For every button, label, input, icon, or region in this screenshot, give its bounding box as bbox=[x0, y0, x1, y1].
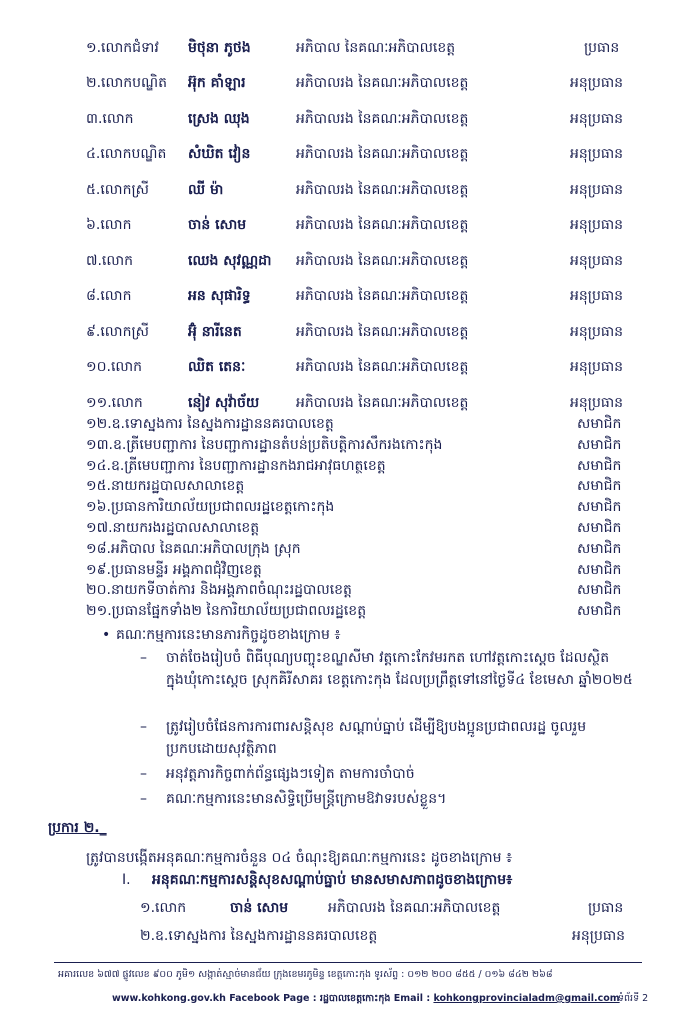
official-desc: ១៩.ប្រធានមន្ទីរ អង្គភាពជុំវិញខេត្ត bbox=[86, 562, 262, 578]
duty-item bbox=[140, 763, 644, 785]
member-row bbox=[0, 142, 684, 166]
member-position: អភិបាលរង នៃគណៈអភិបាលខេត្ត bbox=[296, 288, 469, 304]
member-position: អភិបាលរង នៃគណៈអភិបាលខេត្ត bbox=[296, 111, 469, 127]
member-row bbox=[0, 284, 684, 308]
member-name: ឈេង សុវណ្ណដា bbox=[188, 253, 272, 269]
member-row bbox=[0, 249, 684, 273]
member-position: អភិបាលរង នៃគណៈអភិបាលខេត្ត bbox=[296, 324, 469, 340]
member-title: ៣.លោក bbox=[86, 111, 134, 127]
member-row bbox=[0, 320, 684, 344]
member-role: អនុប្រធាន bbox=[570, 75, 624, 91]
dash-icon: – bbox=[140, 650, 147, 666]
member-title: ៧.លោក bbox=[86, 253, 134, 269]
member-name: ឈិត តេនៈ bbox=[188, 359, 246, 375]
member-title: ២.លោកបណ្ឌិត bbox=[86, 75, 168, 91]
member-title: ៨.លោក bbox=[86, 288, 132, 304]
member-role: អនុប្រធាន bbox=[570, 288, 624, 304]
official-desc: ១៥.នាយករដ្ឋបាលសាលាខេត្ត bbox=[86, 478, 245, 494]
member-title: ៤.លោកបណ្ឌិត bbox=[86, 146, 167, 162]
section-title: អនុគណៈកម្មការសន្តិសុខសណ្ដាប់ធ្នាប់ មានសមាសភាពដូចខាងក្រោម៖ bbox=[152, 872, 513, 888]
article-label: ប្រការ ២._ bbox=[48, 820, 107, 836]
member-title: ១០.លោក bbox=[86, 359, 143, 375]
official-desc: ១៧.នាយករងរដ្ឋបាលសាលាខេត្ត bbox=[86, 520, 260, 536]
official-desc: ១៦.ប្រធានការិយាល័យប្រជាពលរដ្ឋខេត្តកោះកុង bbox=[86, 499, 335, 515]
duty-text: ត្រូវរៀបចំផែនការការពារសន្តិសុខ សណ្ដាប់ធ្នាប់ ដើម្បីឱ្យបងប្អូនប្រជាពលរដ្ឋ ចូលរួមប្រកបដោយសុវត្ថិភាព bbox=[166, 719, 587, 757]
member-role: អនុប្រធាន bbox=[570, 253, 624, 269]
page-number: ទំព័រទី 2 bbox=[618, 993, 649, 1004]
member-role: អនុប្រធាន bbox=[570, 111, 624, 127]
official-desc: ១៣.ឧ.ត្រីមេបញ្ជាការ នៃបញ្ជាការដ្ឋានតំបន់ប្រតិបត្តិការសឹករងកោះកុង bbox=[86, 437, 443, 453]
member-position: អភិបាលរង នៃគណៈអភិបាលខេត្ត bbox=[296, 395, 469, 411]
member-role: ប្រធាន bbox=[584, 40, 620, 56]
footer-contacts bbox=[112, 990, 620, 1008]
member-position: អភិបាលរង នៃគណៈអភិបាលខេត្ត bbox=[296, 75, 469, 91]
official-role: សមាជិក bbox=[577, 520, 622, 536]
footer-address: អគារលេខ ៦៧៧ ផ្លូវលេខ ៩០០ ភូមិ១ សង្កាត់ស្មាច់មានជ័យ ក្រុងខេមរភូមិន្ទ ខេត្តកោះកុង ទូរស័ព្ទ : ០១២ ២០០ ៨៥៥ / ០១៦ ៨៤២ ២៦៨ bbox=[58, 969, 553, 980]
member-title: ១.លោកជំទាវ bbox=[86, 40, 159, 56]
official-desc: ១៤.ឧ.ត្រីមេបញ្ជាការ នៃបញ្ជាការដ្ឋានកងរាជអាវុធហត្ថខេត្ត bbox=[86, 458, 386, 474]
member-role: អនុប្រធាន bbox=[570, 395, 624, 411]
footer-email-link[interactable]: kohkongprovincialadm@gmail.com bbox=[433, 993, 620, 1004]
footer-website[interactable]: www.kohkong.gov.kh bbox=[112, 993, 226, 1004]
official-role: សមាជិក bbox=[577, 416, 622, 432]
official-role: សមាជិក bbox=[577, 478, 622, 494]
official-desc: ១២.ឧ.ទោស្នងការ នៃស្នងការដ្ឋាននគរបាលខេត្ត bbox=[86, 416, 334, 432]
member-position: អភិបាលរង នៃគណៈអភិបាលខេត្ត bbox=[296, 217, 469, 233]
official-role: សមាជិក bbox=[577, 499, 622, 515]
member-row bbox=[0, 107, 684, 131]
sub-member-role: ប្រធាន bbox=[588, 900, 624, 916]
footer-facebook-label: Facebook Page : bbox=[229, 993, 317, 1004]
member-title: ៦.លោក bbox=[86, 217, 132, 233]
official-role: សមាជិក bbox=[577, 562, 622, 578]
member-role: អនុប្រធាន bbox=[570, 324, 624, 340]
sub-member-title: ២.ឧ.ទោស្នងការ នៃស្នងការដ្ឋាននគរបាលខេត្ត bbox=[140, 928, 378, 944]
article-text: ត្រូវបានបង្កើតអនុគណៈកម្មការចំនួន ០៤ ចំណុះឱ្យគណៈកម្មការនេះ ដូចខាងក្រោម ៖ bbox=[86, 850, 513, 866]
duty-text: គណៈកម្មការនេះមានសិទ្ធិប្រើមន្ត្រីក្រោមឱវាទរបស់ខ្លួន។ bbox=[166, 791, 447, 807]
member-name: ស្រេង ឈុង bbox=[188, 111, 250, 127]
duty-text: អនុវត្តភារកិច្ចពាក់ព័ន្ធផ្សេងៗទៀត តាមការចាំបាច់ bbox=[166, 766, 415, 782]
duty-item bbox=[140, 647, 644, 713]
member-name: អ៊ុក គាំឡារ bbox=[188, 75, 246, 91]
official-role: សមាជិក bbox=[577, 458, 622, 474]
sub-member-role: អនុប្រធាន bbox=[572, 928, 626, 944]
member-position: អភិបាលរង នៃគណៈអភិបាលខេត្ត bbox=[296, 146, 469, 162]
official-role: សមាជិក bbox=[577, 541, 622, 557]
sub-member-row bbox=[0, 924, 684, 948]
duty-item bbox=[140, 716, 644, 760]
official-desc: ១៨.អភិបាល នៃគណៈអភិបាលក្រុង ស្រុក bbox=[86, 541, 301, 557]
section-heading bbox=[122, 868, 512, 892]
bullet-icon: • bbox=[102, 627, 111, 643]
duty-item bbox=[140, 788, 644, 810]
member-position: អភិបាល នៃគណៈអភិបាលខេត្ត bbox=[296, 40, 456, 56]
member-name: ឈី ម៉ា bbox=[188, 182, 224, 198]
section-number: I. bbox=[122, 872, 131, 888]
member-position: អភិបាលរង នៃគណៈអភិបាលខេត្ត bbox=[296, 182, 469, 198]
official-desc: ២១.ប្រធានផ្នែកទាំង២ នៃការិយាល័យប្រជាពលរដ្ឋខេត្ត bbox=[86, 603, 367, 619]
footer-divider bbox=[54, 962, 642, 963]
member-row bbox=[0, 36, 684, 60]
member-role: អនុប្រធាន bbox=[570, 359, 624, 375]
member-row bbox=[0, 71, 684, 95]
member-role: អនុប្រធាន bbox=[570, 146, 624, 162]
duties-heading-text: គណៈកម្មការនេះមានភារកិច្ចដូចខាងក្រោម ៖ bbox=[116, 627, 341, 643]
member-row bbox=[0, 213, 684, 237]
member-name: អ៊ុំ នារីនេត bbox=[188, 324, 242, 340]
dash-icon: – bbox=[140, 719, 147, 735]
member-title: ៥.លោកស្រី bbox=[86, 182, 149, 198]
member-name: នៀវ សុវ៉ាច័យ bbox=[188, 395, 260, 411]
duties-heading bbox=[102, 623, 642, 647]
member-position: អភិបាលរង នៃគណៈអភិបាលខេត្ត bbox=[296, 359, 469, 375]
member-title: ៩.លោកស្រី bbox=[86, 324, 149, 340]
member-name: ចាន់ សោម bbox=[188, 217, 247, 233]
official-row bbox=[0, 599, 684, 623]
sub-member-row bbox=[0, 896, 684, 920]
dash-icon: – bbox=[140, 766, 147, 782]
member-name: សំឃិត វៀន bbox=[188, 146, 251, 162]
member-title: ១១.លោក bbox=[86, 395, 143, 411]
official-role: សមាជិក bbox=[577, 603, 622, 619]
sub-member-name: ចាន់ សោម bbox=[230, 900, 289, 916]
member-role: អនុប្រធាន bbox=[570, 217, 624, 233]
official-desc: ២០.នាយកទីចាត់ការ និងអង្គភាពចំណុះរដ្ឋបាលខេត្ត bbox=[86, 582, 352, 598]
footer-facebook-value[interactable]: រដ្ឋបាលខេត្តកោះកុង bbox=[319, 993, 391, 1004]
member-name: អន សុផារិទ្ធ bbox=[188, 288, 251, 304]
member-role: អនុប្រធាន bbox=[570, 182, 624, 198]
duty-text: ចាត់ចែងរៀបចំ ពិធីបុណ្យបញ្ចុះខណ្ឌសីមា វត្តកោះកែវមរកត ហៅវត្តកោះស្ដេច ដែលស្ថិតក្នុងឃុំកោះស្ដេច ស្រុកគិរីសាគរ ខេត្តកោះកុង ដែលប្រព្រឹត្តទៅនៅថ្ងៃទី៤ ខែមេសា ឆ្នាំ២០២៥ bbox=[166, 650, 633, 688]
dash-icon: – bbox=[140, 791, 147, 807]
member-position: អភិបាលរង នៃគណៈអភិបាលខេត្ត bbox=[296, 253, 469, 269]
footer-email-label: Email : bbox=[393, 993, 431, 1004]
member-row bbox=[0, 355, 684, 379]
sub-member-position: អភិបាលរង នៃគណៈអភិបាលខេត្ត bbox=[328, 900, 501, 916]
official-role: សមាជិក bbox=[577, 582, 622, 598]
sub-member-title: ១.លោក bbox=[140, 900, 187, 916]
official-role: សមាជិក bbox=[577, 437, 622, 453]
member-row bbox=[0, 178, 684, 202]
member-name: មិថុនា ភូថង bbox=[188, 40, 251, 56]
